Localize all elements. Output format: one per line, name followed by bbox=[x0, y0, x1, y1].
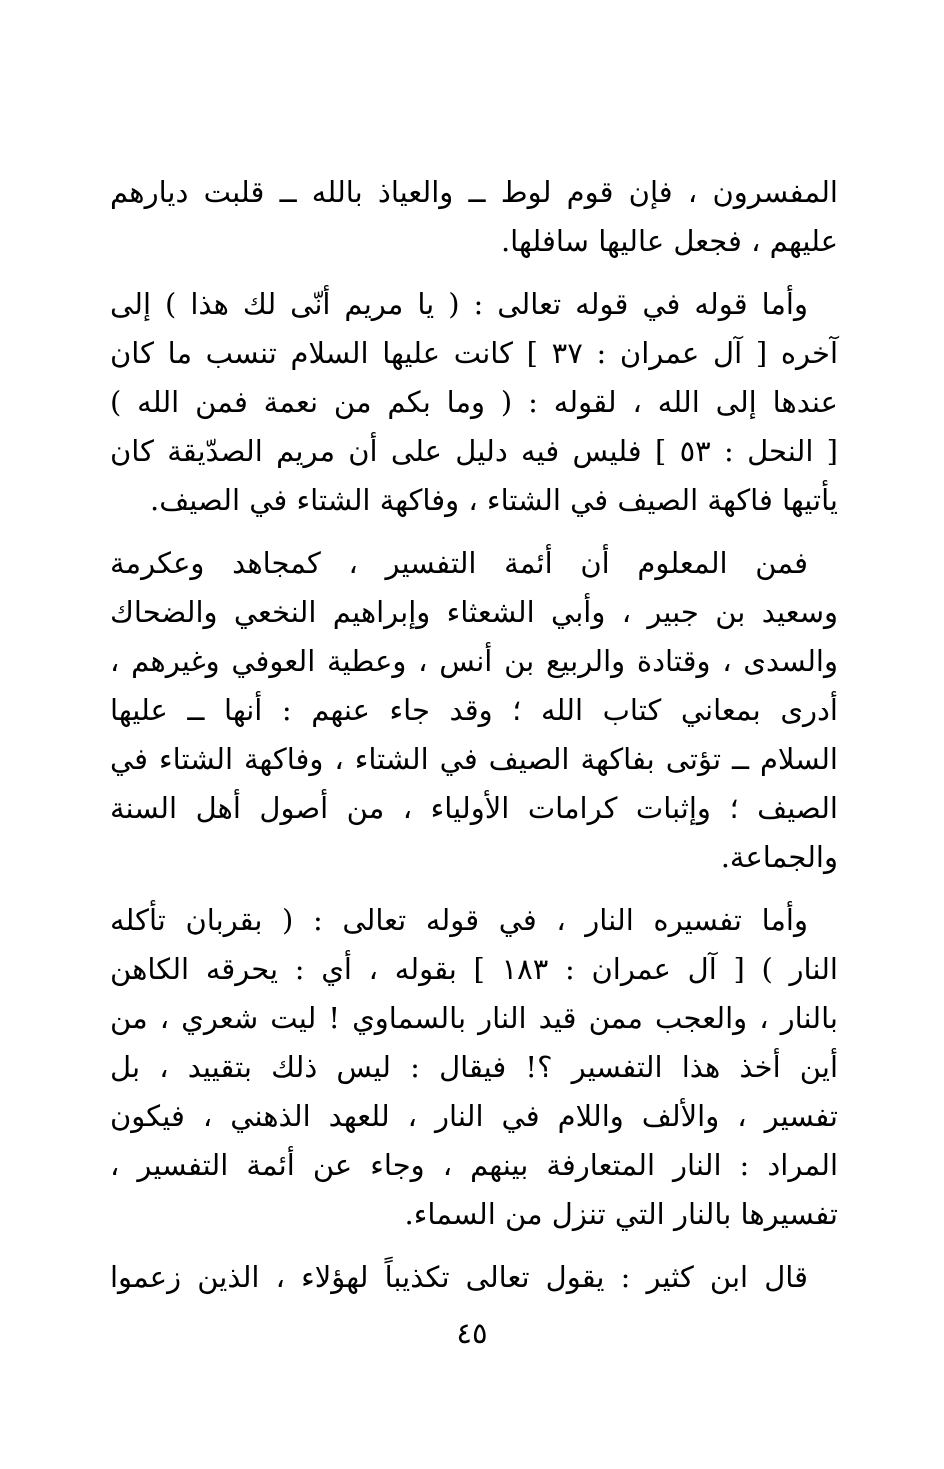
paragraph-2 bbox=[110, 280, 838, 525]
paragraph-1 bbox=[110, 168, 838, 266]
text-line: والسدى ، وقتادة والربيع بن أنس ، وعطية العوفي وغيرهم ، bbox=[110, 644, 838, 678]
page-number: ٤٥ bbox=[456, 1316, 488, 1350]
text-line: المفسرون ، فإن قوم لوط ــ والعياذ بالله ــ قلبت ديارهم bbox=[110, 175, 838, 209]
text-line: تفسيرها بالنار التي تنزل من السماء. bbox=[404, 1197, 838, 1231]
text-line: الصيف ؛ وإثبات كرامات الأولياء ، من أصول أهل السنة bbox=[110, 791, 838, 825]
paragraph-3 bbox=[110, 539, 838, 882]
text-line: تفسير ، والألف واللام في النار ، للعهد الذهني ، فيكون bbox=[110, 1099, 838, 1133]
text-line: السلام ــ تؤتى بفاكهة الصيف في الشتاء ، وفاكهة الشتاء في bbox=[110, 742, 838, 776]
text-line: قال ابن كثير : يقول تعالى تكذيباً لهؤلاء ، الذين زعموا bbox=[110, 1260, 808, 1294]
text-line: يأتيها فاكهة الصيف في الشتاء ، وفاكهة الشتاء في الصيف. bbox=[150, 483, 838, 517]
text-line: أين أخذ هذا التفسير ؟! فيقال : ليس ذلك بتقييد ، بل bbox=[110, 1050, 838, 1084]
text-line: آخره [ آل عمران : ٣٧ ] كانت عليها السلام تنسب ما كان bbox=[110, 336, 839, 370]
text-line: وسعيد بن جبير ، وأبي الشعثاء وإبراهيم النخعي والضحاك bbox=[110, 595, 838, 629]
paragraph-5 bbox=[110, 1253, 838, 1302]
text-line: عندها إلى الله ، لقوله : ( وما بكم من نعمة فمن الله ) bbox=[110, 385, 838, 419]
text-line: وأما قوله في قوله تعالى : ( يا مريم أنّى لك هذا ) إلى bbox=[110, 287, 808, 321]
text-line: المراد : النار المتعارفة بينهم ، وجاء عن أئمة التفسير ، bbox=[110, 1148, 838, 1182]
text-line: أدرى بمعاني كتاب الله ؛ وقد جاء عنهم : أنها ــ عليها bbox=[110, 693, 838, 727]
text-line: [ النحل : ٥٣ ] فليس فيه دليل على أن مريم الصدّيقة كان bbox=[110, 434, 838, 468]
text-line: النار ) [ آل عمران : ١٨٣ ] بقوله ، أي : يحرقه الكاهن bbox=[110, 952, 838, 986]
text-line: والجماعة. bbox=[720, 840, 838, 874]
paragraph-4 bbox=[110, 896, 838, 1239]
text-line: بالنار ، والعجب ممن قيد النار بالسماوي ! ليت شعري ، من bbox=[110, 1001, 838, 1035]
text-line: فمن المعلوم أن أئمة التفسير ، كمجاهد وعكرمة bbox=[110, 546, 808, 580]
text-line: وأما تفسيره النار ، في قوله تعالى : ( بقربان تأكله bbox=[110, 903, 808, 937]
page-body bbox=[110, 168, 838, 1316]
text-line: عليهم ، فجعل عاليها سافلها. bbox=[500, 224, 838, 258]
